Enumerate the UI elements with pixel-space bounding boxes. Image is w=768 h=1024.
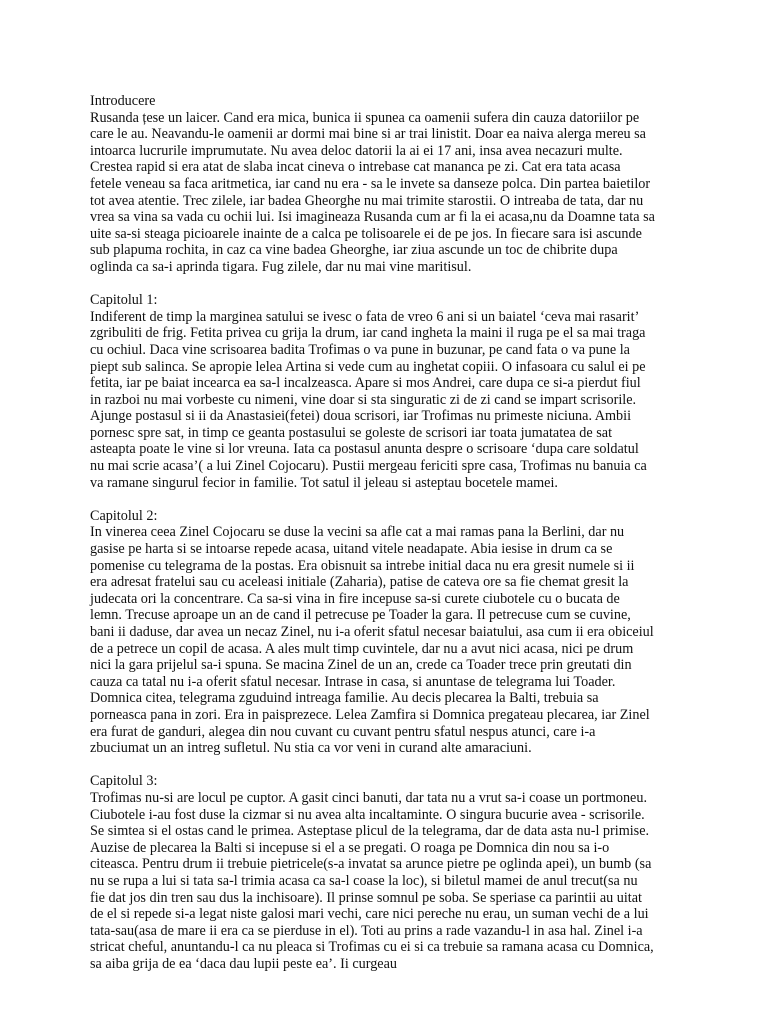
section-heading: Capitolul 1: — [90, 292, 158, 309]
section-introducere — [90, 93, 655, 276]
section-heading: Capitolul 3: — [90, 773, 158, 790]
section-capitolul-2 — [90, 508, 655, 757]
section-paragraph: Rusanda țese un laicer. Cand era mica, bunica ii spunea ca oamenii sufera din cauza datoriilor pe care le au. Neavandu-le oamenii ar dormi mai bine si ar trai linistit. Doar ea naiva alerga mereu sa intoarca lucrurile imprumutate. Nu avea deloc datorii la ai ei 17 ani, insa avea necazuri multe. Crestea rapid si era atat de slaba incat cineva o intrebase cat mananca pe zi. Cat era tata acasa fetele veneau sa faca aritmetica, iar cand nu era - sa le invete sa danseze polca. Din partea baietilor tot avea atentie. Trec zilele, iar badea Gheorghe nu mai trimite starostii. O intreaba de tata, dar nu vrea sa vina sa vada cu ochii lui. Isi imagineaza Rusanda cum ar fi la ei acasa,nu da Doamne tata sa uite sa-si steaga picioarele inainte de a calca pe tolisoarele ei de pe jos. In fiecare sara isi ascunde sub plapuma rochita, in caz ca vine badea Gheorghe, iar ziua ascunde un toc de chibrite dupa oglinda ca sa-i aprinda tigara. Fug zilele, dar nu mai vine maritisul. — [90, 109, 655, 275]
section-heading: Capitolul 2: — [90, 507, 158, 524]
section-paragraph: In vinerea ceea Zinel Cojocaru se duse la vecini sa afle cat a mai ramas pana la Berlini, dar nu gasise pe harta si se intoarse repede acasa, uitand vitele neadapate. Abia iesise in drum ca se pomenise cu telegrama de la postas. Era obisnuit sa intrebe initial daca nu era gresit numele si ii era adresat fratelui sau cu aceleasi initiale (Zaharia), patise de cateva ore sa fie chemat gresit la judecata ori la concentrare. Ca sa-si vina in fire incepuse sa-si curete ciubotele cu o bucata de lemn. Trecuse aproape un an de cand il petrecuse pe Toader la gara. Il petrecuse cum se cuvine, bani ii daduse, dar avea un necaz Zinel, nu i-a oferit sfatul necesar baiatului, asa cum ii era obiceiul de a petrece un copil de acasa. A ales mult timp cuvintele, dar nu a avut nici acasa, nici pe drum nici la gara prijelul sa-i spuna. Se macina Zinel de un an, crede ca Toader trece prin greutati din cauza ca tatal nu i-a oferit sfatul necesar. Intrase in casa, si anuntase de telegrama lui Toader. Domnica citea, telegrama zguduind intreaga familie. Au decis plecarea la Balti, trebuia sa porneasca pana in zori. Era in paisprezece. Lelea Zamfira si Domnica pregateau plecarea, iar Zinel era furat de ganduri, alegea din nou cuvant cu cuvant pentru sfatul nespus atunci, care i-a zbuciumat un an intreg sufletul. Nu stia ca vor veni in curand alte amaraciuni. — [90, 524, 654, 757]
section-capitolul-1 — [90, 292, 655, 491]
section-paragraph: Trofimas nu-si are locul pe cuptor. A gasit cinci banuti, dar tata nu a vrut sa-i coase un portmoneu. Ciubotele i-au fost duse la cizmar si nu avea alta incaltaminte. O singura bucurie avea - scrisorile. Se simtea si el ostas cand le primea. Asteptase plicul de la telegrama, dar de data asta nu-l primise. Auzise de plecarea la Balti si incepuse si el a se pregati. O roaga pe Domnica din nou sa i-o citeasca. Pentru drum ii trebuie pietricele(s-a invatat sa arunce pietre pe oglinda apei), un bumb (sa nu se rupa a lui si tata sa-l trimia acasa ca sa-l coase la loc), si biletul mamei de anul trecut(sa nu fie dat jos din tren sau dus la inchisoare). Il prinse somnul pe soba. Se speriase ca parintii au uitat de el si repede si-a legat niste galosi mari vechi, care nici pereche nu erau, un suman vechi de a lui tata-sau(asa de mare ii era ca se pierduse in el). Toti au prins a rade vazandu-l in asa hal. Zinel i-a stricat cheful, anuntandu-l ca nu pleaca si Trofimas cu ei si ca trebuie sa ramana acasa cu Domnica, sa aiba grija de ea ‘daca dau lupii peste ea’. Ii curgeau — [90, 789, 654, 972]
section-capitolul-3 — [90, 773, 655, 972]
document-page — [90, 93, 655, 989]
section-heading: Introducere — [90, 93, 156, 109]
section-paragraph: Indiferent de timp la marginea satului se ivesc o fata de vreo 6 ani si un baiatel ‘ceva mai rasarit’ zgribuliti de frig. Fetita privea cu grija la drum, iar cand ingheta la maini il ruga pe el sa mai traga cu ochiul. Daca vine scrisoarea badita Trofimas o va pune in buzunar, pe cand fata o va pune la piept sub salinca. Se apropie lelea Artina si vede cum au inghetat copiii. O infasoara cu salul ei pe fetita, iar pe baiat incearca ea sa-l incalzeasca. Apare si mos Andrei, care dupa ce si-a pierdut fiul in razboi nu mai vorbeste cu nimeni, vine doar si sta singuratic zi de zi cand se impart scrisorile. Ajunge postasul si ii da Anastasiei(fetei) doua scrisori, iar Trofimas nu primeste niciuna. Ambii pornesc spre sat, in timp ce geanta postasului se goleste de scrisori iar toata jumatatea de sat asteapta poate le vine si lor vreuna. Iata ca postasul anunta despre o scrisoare ‘dupa care soldatul nu mai scrie acasa’( a lui Zinel Cojocaru). Pustii mergeau fericiti spre casa, Trofimas nu banuia ca va ramane singurul fecior in familie. Tot satul il jeleau si asteptau bocetele mamei. — [90, 308, 647, 491]
